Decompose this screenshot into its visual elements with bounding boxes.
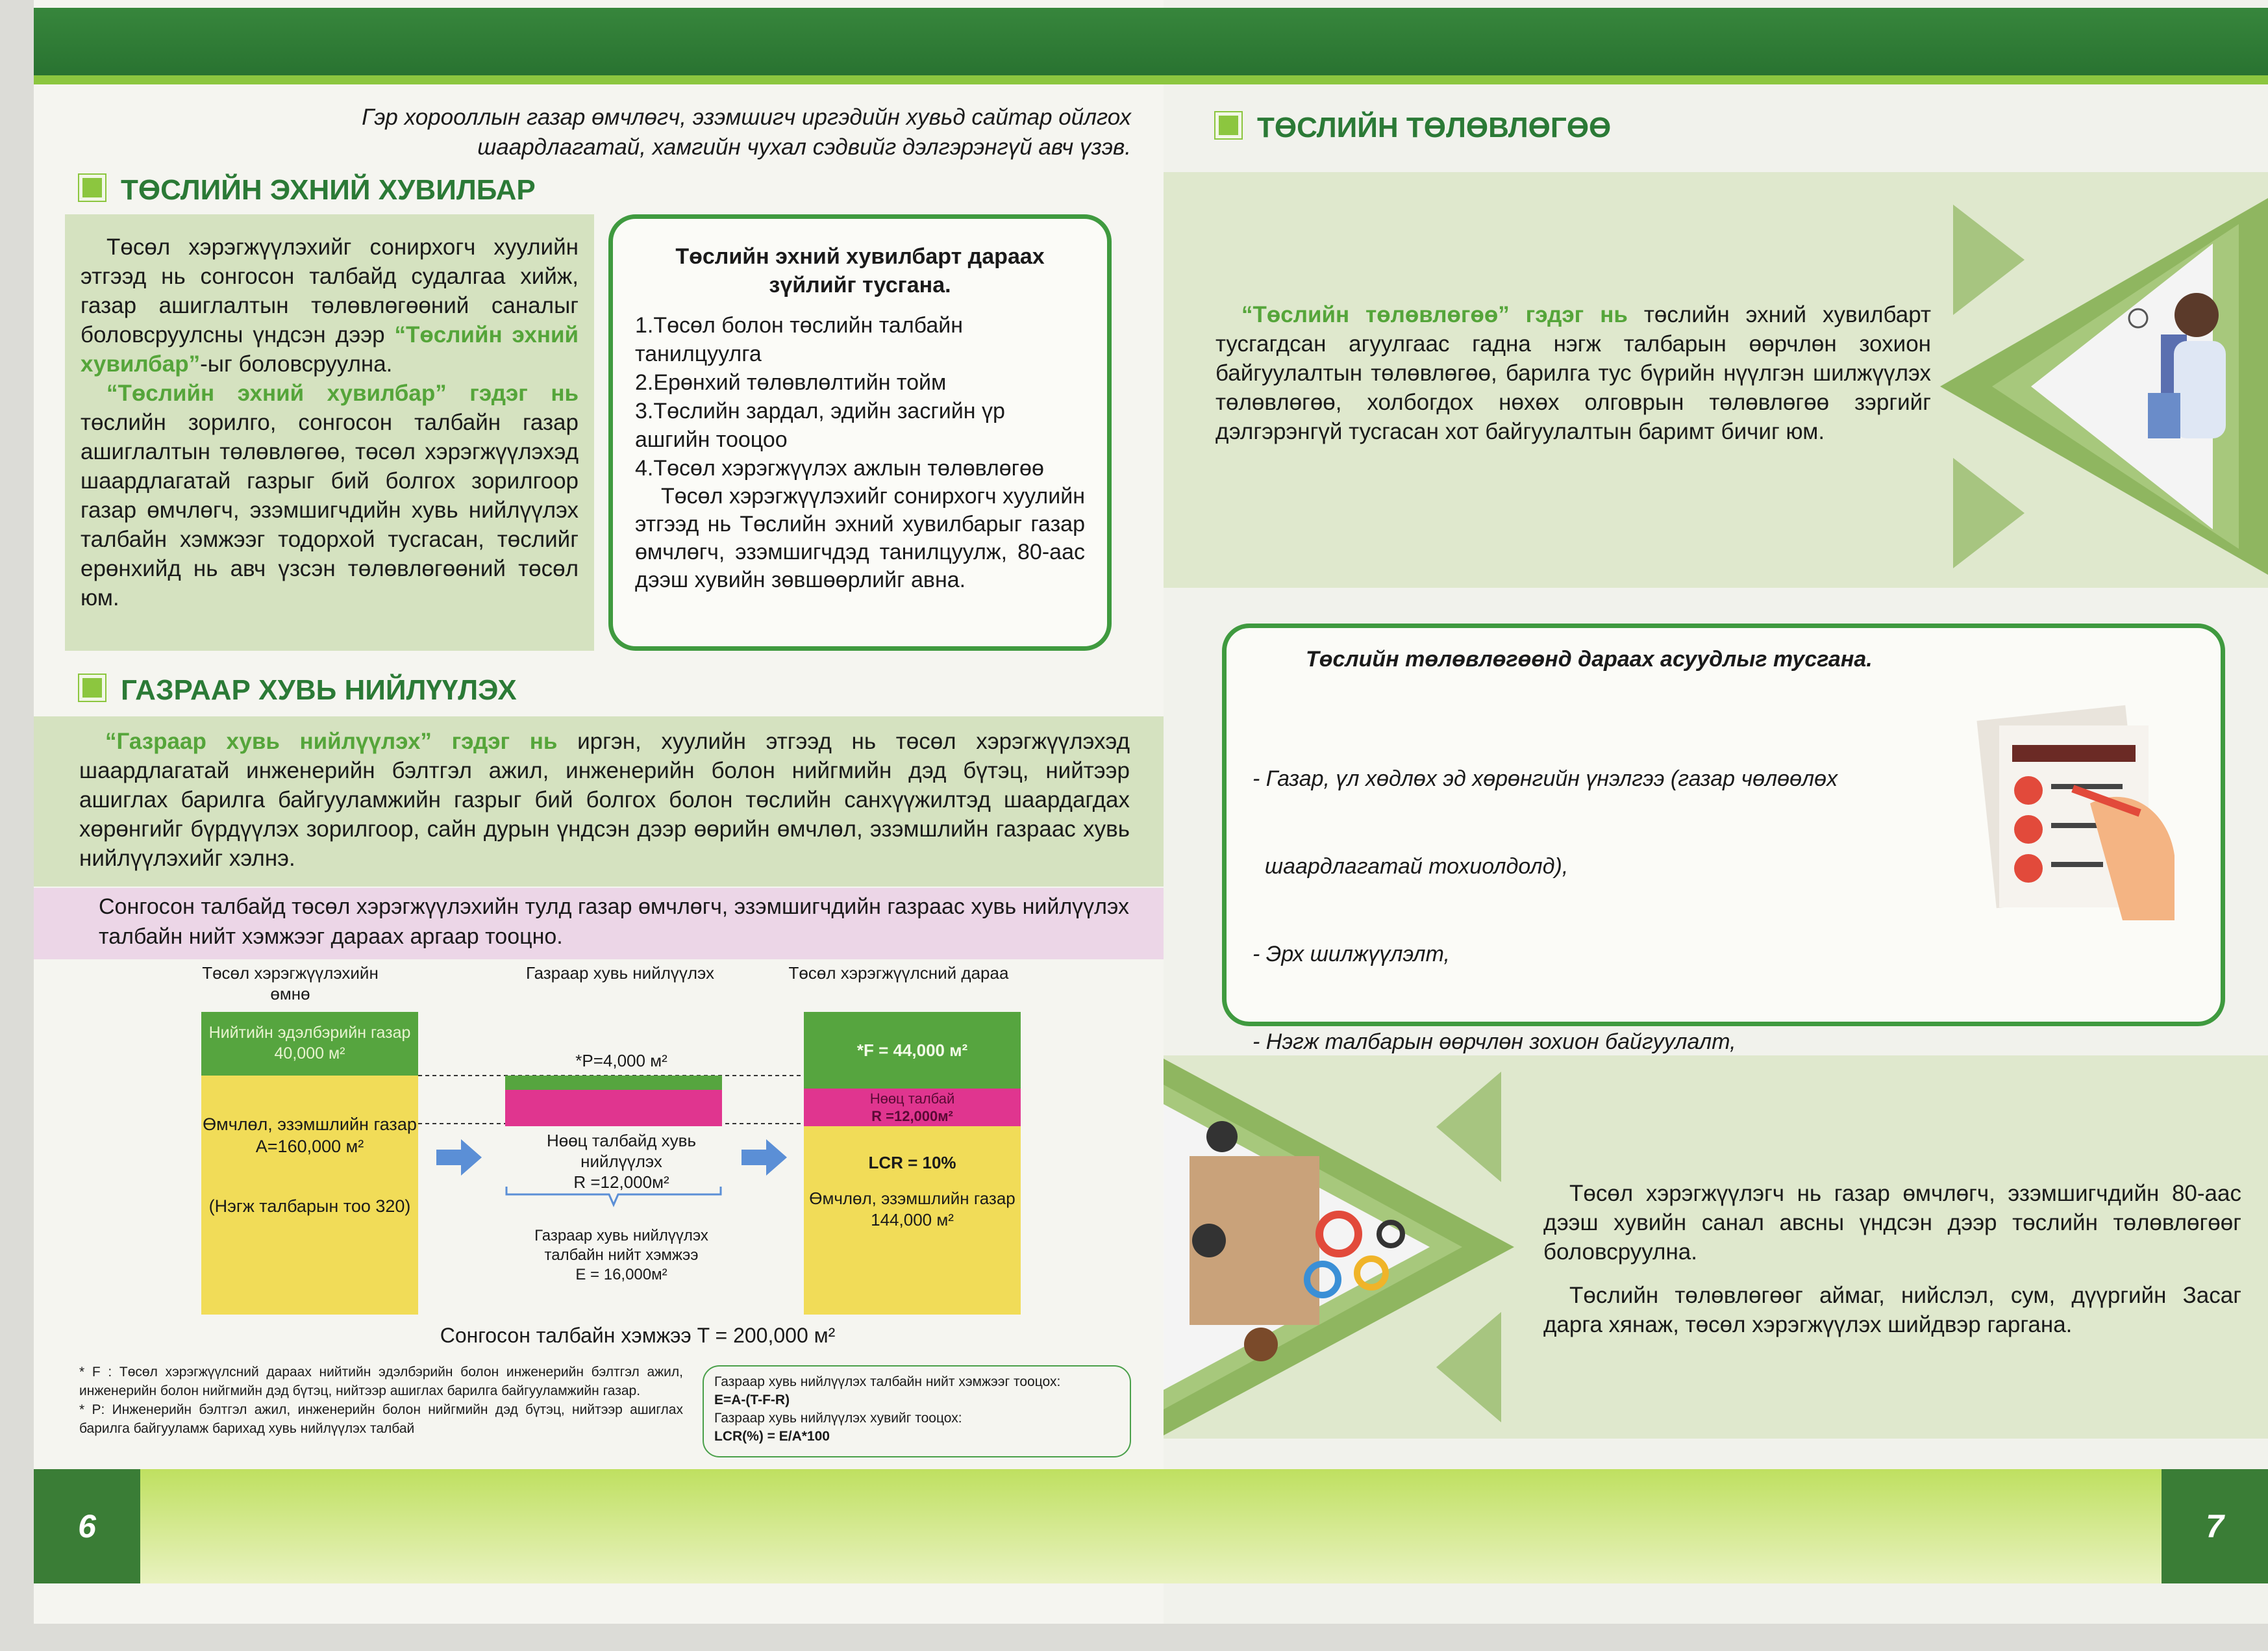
selected-area-total: Сонгосон талбайн хэмжээ T = 200,000 м² [440,1324,836,1347]
brace-icon [505,1185,722,1211]
f-block: *F = 44,000 м² [804,1012,1021,1089]
p-block [505,1076,722,1090]
bullet-square-icon [1215,112,1241,138]
teamwork-illustration [1164,1059,1514,1435]
box-note: Төсөл хэрэгжүүлэхийг сонирхогч хуулийн этгээд нь Төслийн эхний хувилбарыг газар өмчлөгч, эзэмшигчдэд танилцуулж, 80-аас дээш хувийн зөвшөөрлийг авна. [635,484,1085,592]
list-item: 4.Төсөл хэрэгжүүлэх ажлын төлөвлөгөө [635,456,1044,481]
first-version-contents-box [608,214,1112,651]
calculation-intro-band: Сонгосон талбайд төсөл хэрэгжүүлэхийн тулд газар өмчлөгч, эзэмшигчдийн газраас хувь нийлүүлэх талбайн нийт хэмжээг дараах аргаар тооцно. [34,888,1164,959]
list-item: шаардлагатай тохиолдолд), [1252,854,1569,879]
right-arrow-icon [436,1139,482,1176]
checklist-clipboard-icon [1960,699,2181,920]
section-title-land-contribution: ГАЗРААР ХУВЬ НИЙЛҮҮЛЭХ [79,674,517,707]
col-after-title: Төсөл хэрэгжүүлсний дараа [788,963,1009,983]
r-block [505,1090,722,1126]
col-contribution-title: Газраар хувь нийлүүлэх [525,963,715,983]
public-land-block: Нийтийн эдэлбэрийн газар 40,000 м² [201,1012,418,1076]
list-item: - Газар, үл хөдлөх эд хөрөнгийн үнэлгээ (газар чөлөөлөх [1252,766,1838,791]
contents-list [635,311,1085,483]
owned-after-block: LCR = 10% Өмчлөл, эзэмшлийн газар 144,000 м² [804,1126,1021,1315]
left-bottom-bar [34,1469,1164,1583]
plan-contents-box [1222,624,2225,1054]
box-title: Төслийн эхний хувилбарт дараах зүйлийг тусгана. [675,244,1045,297]
list-item: 1.Төсөл болон төслийн талбайн танилцуулга [635,313,964,366]
col-before-title: Төсөл хэрэгжүүлэхийн өмнө [202,963,379,1003]
section-title-project-plan: ТӨСЛИЙН ТӨЛӨВЛӨГӨӨ [1215,112,1611,144]
page-number-right: 7 [2162,1469,2268,1583]
left-top-bar [34,8,1164,84]
section-title-first-version: ТӨСЛИЙН ЭХНИЙ ХУВИЛБАР [79,174,536,207]
box-title: Төслийн төлөвлөгөөнд дараах асуудлыг тусгана. [1306,647,1873,672]
p-value: *P=4,000 м² [575,1051,667,1070]
list-item: 2.Ерөнхий төлөвлөлтийн тойм [635,370,947,395]
list-item: - Нэгж талбарын өөрчлөн зохион байгуулалт, [1252,1029,1736,1054]
first-version-description: Төсөл хэрэгжүүлэхийг сонирхогч хуулийн этгээд нь сонгосон талбайд судалгаа хийж, газар ашиглалтын төлөвлөгөөний саналыг боловсруулсны үндсэн дээр “Төслийн эхний хувилбар”-ыг боловсруулна. “Төслийн эхний хувилбар” гэдэг нь төслийн зорилго, сонгосон талбайн газар ашиглалтын төлөвлөгөө, төсөл хэрэгжүүлэхэд шаардлагатай газрыг бий болгох зорилгоор газар өмчлөгч, эзэмшигчдийн хувь нийлүүлэх талбайн хэмжээг тодорхой тусгасан, төслийг ерөнхийд нь авч үзсэн төлөвлөгөөний төсөл юм. [65,214,594,651]
reserve-label: Нөөц талбайд хувь нийлүүлэх R =12,000м² [546,1131,697,1192]
owned-land-block: Өмчлөл, эзэмшлийн газар A=160,000 м² (Нэгж талбарын тоо 320) [201,1076,418,1315]
page-number-left: 6 [34,1469,140,1583]
bullet-square-icon [79,175,105,201]
bullet-square-icon [79,675,105,701]
list-item: - Эрх шилжүүлэлт, [1252,942,1450,966]
approval-text: Төсөл хэрэгжүүлэгч нь газар өмчлөгч, эзэмшигчдийн 80-аас дээш хувийн санал авсны үндсэн дээр төслийн төлөвлөгөөг боловсруулна. Төслийн төлөвлөгөөг аймаг, нийслэл, сум, дүүргийн Засаг дарга хянаж, төсөл хэрэгжүүлэх шийдвэр гаргана. [1543,1181,2241,1337]
right-arrow-icon [741,1139,787,1176]
reserve-after-block: Нөөц талбай R =12,000м² [804,1089,1021,1126]
business-person-illustration [1940,198,2268,575]
formula-box: Газраар хувь нийлүүлэх талбайн нийт хэмжээг тооцох: E=A-(T-F-R) Газраар хувь нийлүүлэх хувийг тооцох: LCR(%) = E/A*100 [703,1365,1131,1457]
plan-definition-text: “Төслийн төлөвлөгөө” гэдэг нь төслийн эхний хувилбарт тусгагдсан агуулгаас гадна нэгж талбарын өөрчлөн зохион байгуулалтын төлөвлөгөө, барилга тус бүрийн нүүлгэн шилжүүлэх төлөвлөгөө, холбогдох нөхөх олговрын төлөвлөгөө зэргийг дэлгэрэнгүй тусгасан хот байгуулалтын баримт бичиг юм. [1215,302,1931,444]
list-item: 3.Төслийн зардал, эдийн засгийн үр ашгийн тооцоо [635,399,1005,452]
contribution-total: Газраар хувь нийлүүлэх талбайн нийт хэмжээ E = 16,000м² [534,1227,708,1283]
right-top-bar [1164,8,2268,84]
left-page [34,0,1164,1624]
right-bottom-bar [1164,1469,2268,1583]
intro-text: Гэр хорооллын газар өмчлөгч, эзэмшигч иргэдийн хувьд сайтар ойлгох шаардлагатай, хамгийн чухал сэдвийг дэлгэрэнгүй авч үзэв. [362,105,1131,160]
land-contribution-description: “Газраар хувь нийлүүлэх” гэдэг нь иргэн, хуулийн этгээд нь төсөл хэрэгжүүлэхэд шаардлагатай инженерийн бэлтгэл ажил, инженерийн болон нийгмийн дэд бүтэц, нийтээр ашиглах барилга байгууламжийн газрыг бий болгох болон төслийн санхүүжилтэд шаардагдах хөрөнгийг бүрдүүлэх зорилгоор, сайн дурын үндсэн дээр өөрийн өмчлөл, эзэмшлийн газраас хувь нийлүүлэхийг хэлнэ. [34,716,1164,887]
right-page [1164,0,2268,1624]
footnotes: * F : Төсөл хэрэгжүүлсний дараах нийтийн эдэлбэрийн болон инженерийн бэлтгэл ажил, инженерийн болон нийгмийн дэд бүтэц, нийтээр ашиглах барилга байгууламжийн газар. * P: Инженерийн бэлтгэл ажил, инженерийн болон нийгмийн дэд бүтэц, нийтээр ашиглах барилга байгууламж барихад хувь нийлүүлэх талбай [79,1365,683,1436]
